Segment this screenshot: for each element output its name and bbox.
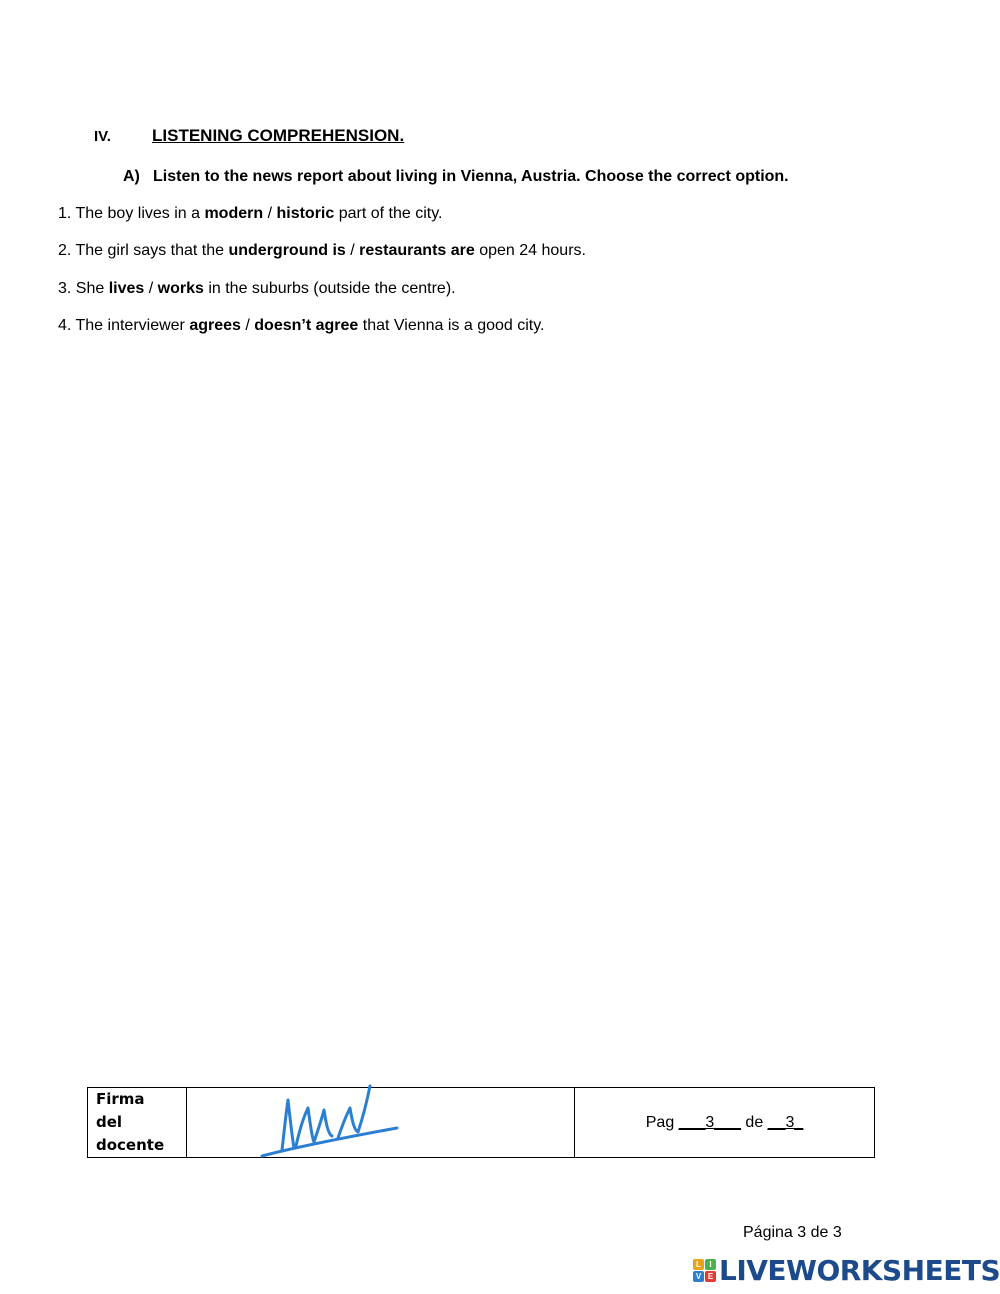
- section-title: LISTENING COMPREHENSION.: [152, 126, 405, 145]
- question-suffix: part of the city.: [334, 205, 443, 222]
- footer-table: [87, 1087, 875, 1158]
- page-count-cell: Pag ___3___ de __3_: [575, 1088, 875, 1158]
- option-separator: /: [345, 242, 360, 259]
- question-prefix: 2. The girl says that the: [58, 242, 229, 259]
- brand-name: LIVEWORKSHEETS: [719, 1254, 1000, 1287]
- option-1[interactable]: agrees: [189, 317, 241, 334]
- question-prefix: 4. The interviewer: [58, 317, 190, 334]
- instruction-text: Listen to the news report about living in Vienna, Austria. Choose the correct option.: [153, 168, 789, 185]
- option-2[interactable]: works: [157, 280, 204, 297]
- question-prefix: 3. She: [58, 280, 109, 297]
- option-2[interactable]: historic: [276, 205, 335, 222]
- question-item: [58, 205, 442, 223]
- question-suffix: in the suburbs (outside the centre).: [203, 280, 456, 297]
- signature-cell: [187, 1088, 575, 1158]
- page-number: Página 3 de 3: [743, 1224, 842, 1241]
- signature-image: [252, 1078, 402, 1163]
- question-item: [58, 280, 456, 298]
- teacher-signature-label: Firma del docente: [88, 1088, 187, 1158]
- instruction-letter: A): [123, 168, 140, 185]
- instruction: [123, 168, 789, 186]
- option-separator: /: [144, 280, 158, 297]
- question-prefix: 1. The boy lives in a: [58, 205, 205, 222]
- question-item: [58, 317, 545, 335]
- section-number: IV.: [94, 128, 111, 145]
- option-1[interactable]: lives: [108, 280, 145, 297]
- question-suffix: that Vienna is a good city.: [358, 317, 545, 334]
- question-item: [58, 242, 586, 260]
- liveworksheets-logo: [693, 1254, 1000, 1287]
- current-page: ___3___: [678, 1113, 741, 1131]
- option-separator: /: [263, 205, 277, 222]
- option-separator: /: [240, 317, 255, 334]
- option-1[interactable]: modern: [204, 205, 264, 222]
- section-heading: [94, 126, 404, 146]
- question-suffix: open 24 hours.: [474, 242, 586, 259]
- option-2[interactable]: doesn’t agree: [254, 317, 359, 334]
- option-2[interactable]: restaurants are: [359, 242, 475, 259]
- logo-icon: L I V E: [693, 1259, 716, 1282]
- total-pages: __3_: [767, 1113, 804, 1131]
- option-1[interactable]: underground is: [228, 242, 346, 259]
